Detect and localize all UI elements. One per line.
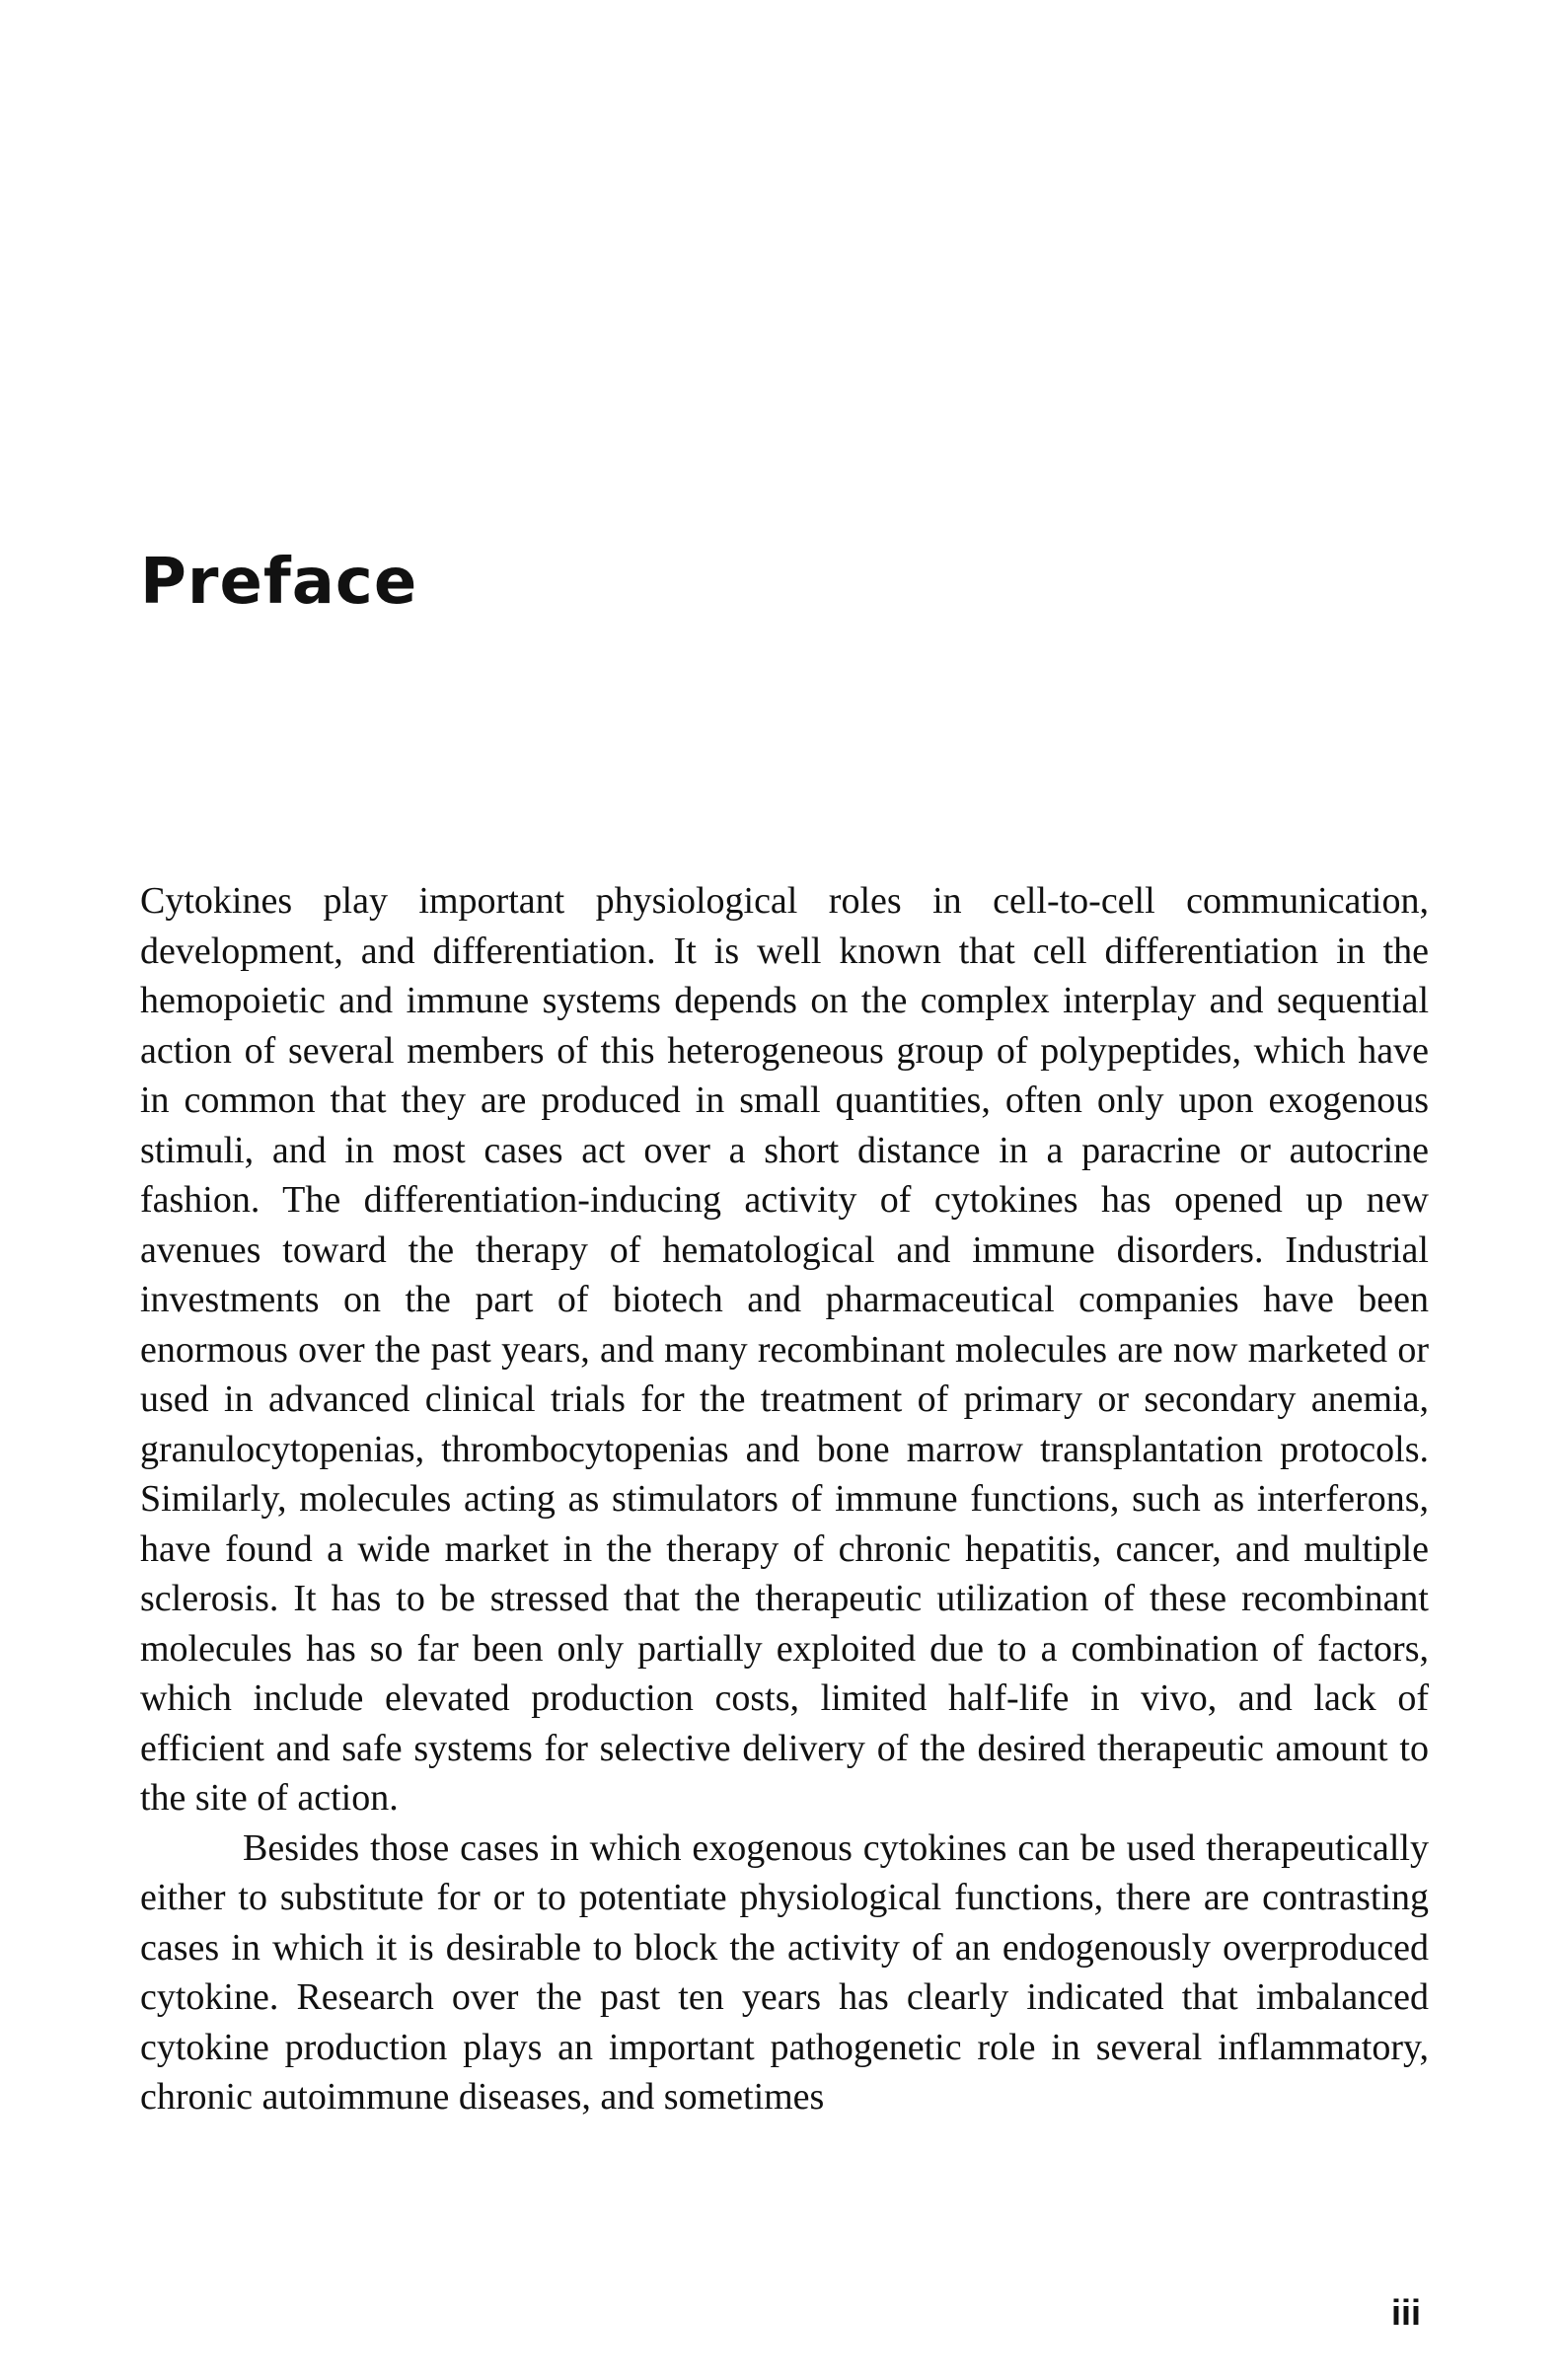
page-title: Preface (140, 546, 418, 619)
paragraph: Cytokines play important physiological roles in cell-to-cell communication, development, and differentiation. It is well known that cell differentiation in the hemopoietic and immune systems depends on the complex interplay and sequential action of several members of this heterogeneous group of polypeptides, which have in common that they are produced in small quantities, often only upon exogenous stimuli, and in most cases act over a short distance in a paracrine or autocrine fashion. The differentiation-inducing activity of cytokines has opened up new avenues toward the therapy of hematological and immune disorders. Industrial investments on the part of biotech and pharmaceutical companies have been enormous over the past years, and many recombinant molecules are now marketed or used in advanced clinical trials for the treatment of primary or secondary anemia, granulocytopenias, thrombocytopenias and bone marrow transplantation protocols. Similarly, molecules acting as stimulators of immune functions, such as interferons, have found a wide market in the therapy of chronic hepatitis, cancer, and multiple sclerosis. It has to be stressed that the therapeutic utilization of these recombinant molecules has so far been only partially exploited due to a combination of factors, which include elevated production costs, limited half-life in vivo, and lack of efficient and safe systems for selective delivery of the desired therapeutic amount to the site of action. (140, 880, 1429, 1819)
paragraph: Besides those cases in which exogenous cytokines can be used therapeutically either to substitute for or to potentiate physiological functions, there are contrasting cases in which it is desirable to block the activity of an endogenously overproduced cytokine. Research over the past ten years has clearly indicated that imbalanced cytokine production plays an important pathogenetic role in several inflammatory, chronic autoimmune diseases, and sometimes (140, 1826, 1429, 2118)
page-number: iii (1391, 2292, 1422, 2333)
body-text (140, 876, 1429, 2122)
